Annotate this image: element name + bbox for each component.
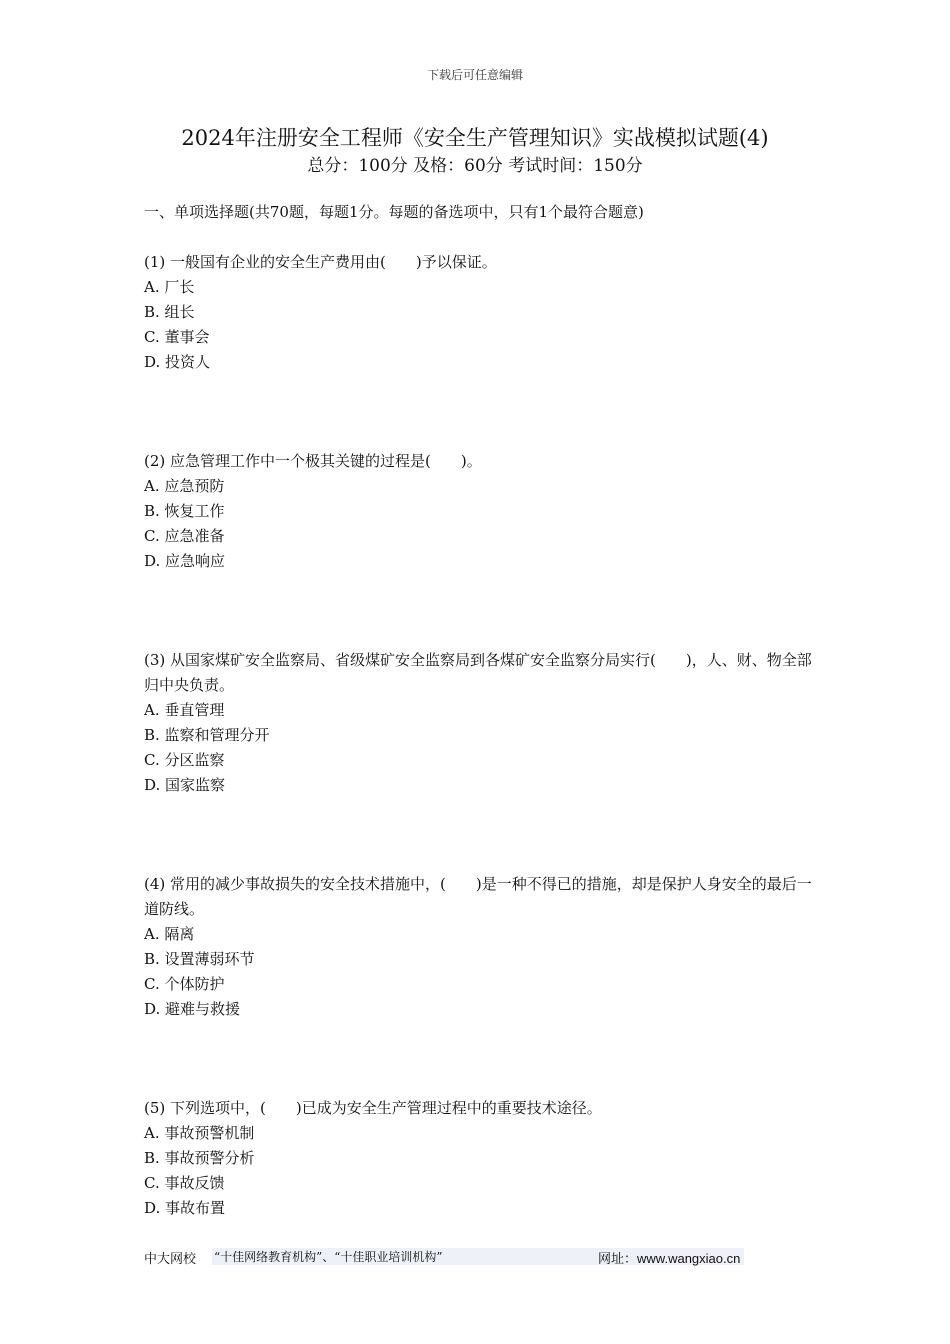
option-c: C. 分区监察	[144, 751, 225, 769]
option-b: B. 组长	[144, 303, 195, 321]
option-c: C. 事故反馈	[144, 1174, 225, 1192]
question-stem: (5) 下列选项中，( )已成为安全生产管理过程中的重要技术途径。	[144, 1099, 602, 1117]
question-stem: (3) 从国家煤矿安全监察局、省级煤矿安全监察局到各煤矿安全监察分局实行( )，人、财、物全部归中央负责。	[144, 651, 812, 694]
question-3	[144, 648, 814, 798]
option-b: B. 设置薄弱环节	[144, 950, 255, 968]
option-c: C. 个体防护	[144, 975, 225, 993]
option-b: B. 事故预警分析	[144, 1149, 255, 1167]
footer-org: 中大网校	[144, 1252, 197, 1267]
question-1	[144, 250, 814, 375]
section-heading: 一、单项选择题(共70题，每题1分。每题的备选项中，只有1个最符合题意)	[144, 203, 644, 221]
option-a: A. 事故预警机制	[144, 1124, 255, 1142]
question-2	[144, 449, 814, 574]
exam-info: 总分：100分 及格：60分 考试时间：150分	[307, 156, 643, 176]
option-b: B. 监察和管理分开	[144, 726, 270, 744]
option-d: D. 投资人	[144, 353, 211, 371]
question-stem: (4) 常用的减少事故损失的安全技术措施中，( )是一种不得已的措施，却是保护人身安全的最后一道防线。	[144, 875, 812, 918]
option-a: A. 隔离	[144, 925, 195, 943]
header-note: 下载后可任意编辑	[426, 68, 523, 82]
option-c: C. 应急准备	[144, 527, 225, 545]
page-footer	[144, 1248, 744, 1266]
option-d: D. 避难与救援	[144, 1000, 241, 1018]
option-b: B. 恢复工作	[144, 502, 225, 520]
footer-slogan: “十佳网络教育机构”、“十佳职业培训机构”	[212, 1248, 744, 1265]
option-c: C. 董事会	[144, 328, 210, 346]
option-d: D. 事故布置	[144, 1199, 226, 1217]
question-stem: (2) 应急管理工作中一个极其关键的过程是( )。	[144, 452, 482, 470]
page-title: 2024年注册安全工程师《安全生产管理知识》实战模拟试题(4)	[181, 126, 769, 150]
footer-site	[598, 1248, 740, 1267]
option-d: D. 应急响应	[144, 552, 226, 570]
footer-site-url[interactable]: www.wangxiao.cn	[637, 1251, 741, 1266]
question-stem: (1) 一般国有企业的安全生产费用由( )予以保证。	[144, 253, 497, 271]
option-a: A. 应急预防	[144, 477, 225, 495]
option-a: A. 垂直管理	[144, 701, 225, 719]
option-a: A. 厂长	[144, 278, 195, 296]
option-d: D. 国家监察	[144, 776, 226, 794]
footer-site-label: 网址：	[598, 1252, 638, 1267]
question-5	[144, 1096, 814, 1221]
question-4	[144, 872, 814, 1022]
